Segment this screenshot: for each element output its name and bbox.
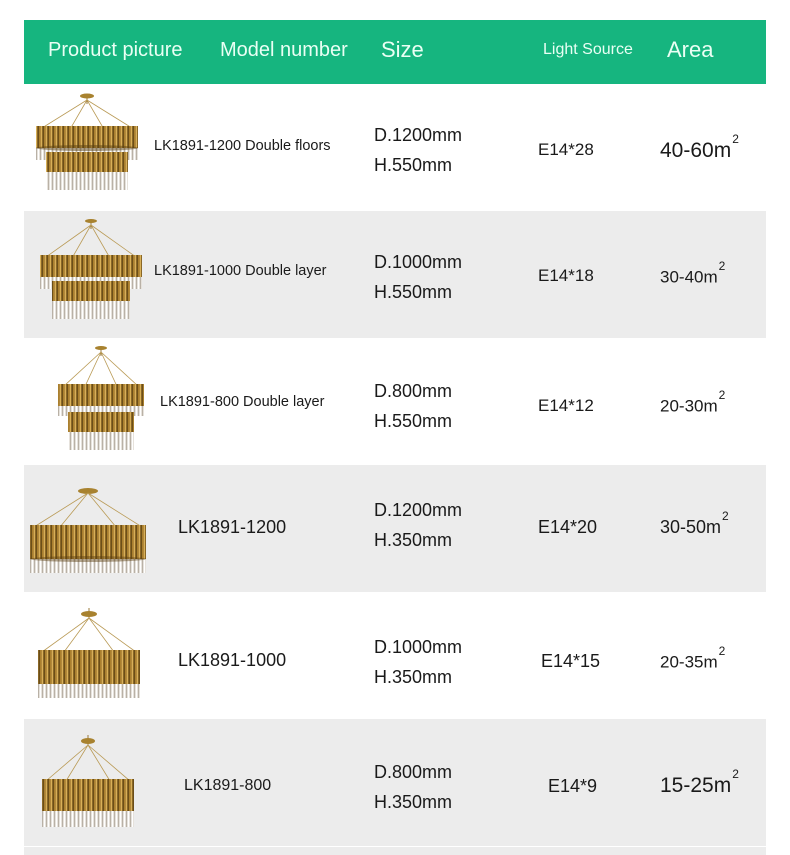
- size-height: H.550mm: [374, 155, 453, 175]
- table-row: [24, 84, 766, 211]
- area-value: 40-60m: [660, 139, 732, 162]
- size-height: H.550mm: [374, 282, 453, 302]
- light-source: E14*28: [538, 140, 594, 159]
- area-cell: [660, 767, 739, 798]
- light-source: E14*15: [541, 651, 601, 671]
- table-row: [24, 465, 766, 592]
- area-exponent: 2: [718, 388, 726, 402]
- light-source: E14*12: [538, 396, 594, 415]
- size-cell: [374, 247, 462, 307]
- light-source: E14*9: [548, 776, 598, 796]
- area-cell: [660, 132, 739, 163]
- area-value: 30-40m: [660, 267, 718, 287]
- size-cell: [374, 757, 452, 817]
- area-cell: [660, 644, 726, 673]
- table-bottom-edge: [24, 847, 766, 855]
- area-value: 30-50m: [660, 517, 722, 537]
- area-cell: [660, 388, 726, 417]
- table-row: [24, 211, 766, 338]
- light-source: E14*18: [538, 266, 594, 285]
- model-number: LK1891-1200 Double floors: [154, 138, 331, 154]
- size-cell: [374, 376, 452, 436]
- chandelier-image: [26, 471, 150, 587]
- model-number: LK1891-800: [184, 777, 272, 794]
- model-number: LK1891-800 Double layer: [160, 394, 325, 410]
- header-size: Size: [381, 37, 424, 62]
- model-number: LK1891-1000: [178, 650, 287, 670]
- chandelier-image: [42, 344, 160, 460]
- size-diameter: D.1000mm: [374, 637, 463, 657]
- area-cell: [660, 509, 729, 538]
- area-exponent: 2: [718, 259, 726, 273]
- size-diameter: D.800mm: [374, 762, 453, 782]
- chandelier-image: [34, 598, 144, 714]
- table-row: [24, 338, 766, 465]
- product-spec-table: [24, 20, 766, 846]
- size-diameter: D.800mm: [374, 381, 453, 401]
- size-height: H.350mm: [374, 792, 453, 812]
- size-diameter: D.1200mm: [374, 125, 463, 145]
- size-height: H.350mm: [374, 530, 453, 550]
- table-row: [24, 719, 766, 846]
- table-row: [24, 592, 766, 719]
- size-diameter: D.1200mm: [374, 500, 463, 520]
- header-model-number: Model number: [220, 39, 348, 61]
- size-diameter: D.1000mm: [374, 252, 463, 272]
- model-number: LK1891-1000 Double layer: [154, 263, 327, 279]
- model-number: LK1891-1200: [178, 517, 287, 537]
- area-exponent: 2: [722, 509, 729, 523]
- light-source: E14*20: [538, 517, 598, 537]
- size-height: H.550mm: [374, 411, 453, 431]
- size-cell: [374, 632, 462, 692]
- header-product-picture: Product picture: [48, 39, 183, 61]
- area-exponent: 2: [732, 132, 739, 146]
- area-exponent: 2: [718, 644, 726, 658]
- size-cell: [374, 495, 462, 555]
- header-light-source: Light Source: [543, 41, 633, 58]
- size-height: H.350mm: [374, 667, 453, 687]
- area-value: 20-35m: [660, 652, 718, 672]
- area-value: 15-25m: [660, 774, 732, 797]
- header-area: Area: [667, 37, 714, 62]
- chandelier-image: [38, 725, 138, 841]
- area-exponent: 2: [732, 767, 739, 781]
- size-cell: [374, 120, 462, 180]
- table-header: [24, 20, 766, 84]
- area-value: 20-30m: [660, 396, 718, 416]
- chandelier-image: [28, 90, 146, 206]
- chandelier-image: [32, 217, 150, 333]
- area-cell: [660, 259, 726, 288]
